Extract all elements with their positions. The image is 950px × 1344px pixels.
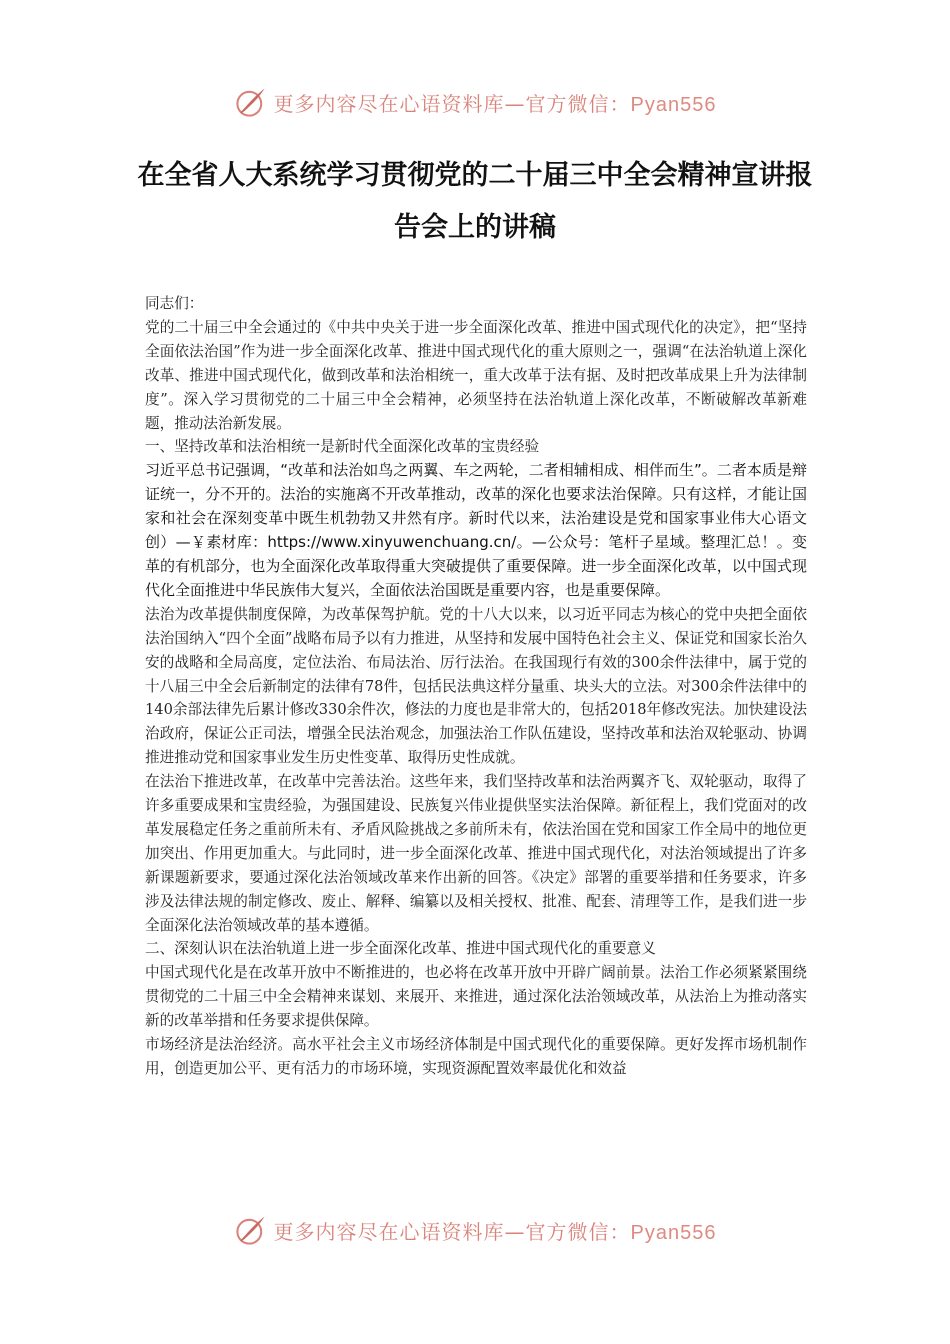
section-heading: 二、深刻认识在法治轨道上进一步全面深化改革、推进中国式现代化的重要意义 <box>145 940 656 958</box>
body-paragraph: 市场经济是法治经济。高水平社会主义市场经济体制是中国式现代化的重要保障。更好发挥市场机制作用，创造更加公平、更有活力的市场环境，实现资源配置效率最优化和效益 <box>145 1036 807 1077</box>
body-paragraph: 法治为改革提供制度保障，为改革保驾护航。党的十八大以来，以习近平同志为核心的党中央把全面依法治国纳入“四个全面”战略布局予以有力推进，从坚持和发展中国特色社会主义、保证党和国家长治久安的战略和全局高度，定位法治、布局法治、厉行法治。在我国现行有效的300余件法律中，属于党的十八届三中全会后新制定的法律有78件，包括民法典这样分量重、块头大的立法。对300余件法律中的140余部法律先后累计修改330余件次，修法的力度也是非常大的，包括2018年修改宪法。加快建设法治政府，保证公正司法，增强全民法治观念，加强法治工作队伍建设，坚持改革和法治双轮驱动、协调推进推动党和国家事业发生历史性变革、取得历史性成就。 <box>145 605 808 767</box>
document-body <box>145 292 807 1081</box>
quill-logo-icon <box>234 1213 268 1247</box>
body-paragraph: 中国式现代化是在改革开放中不断推进的，也必将在改革开放中开辟广阔前景。法治工作必须紧紧围绕贯彻党的二十届三中全会精神来谋划、来展开、来推进，通过深化法治领域改革，从法治上为推动落实新的改革举措和任务要求提供保障。 <box>145 964 807 1030</box>
section-heading: 一、坚持改革和法治相统一是新时代全面深化改革的宝贵经验 <box>145 438 540 456</box>
salutation: 同志们： <box>145 295 204 312</box>
watermark-text <box>274 88 717 117</box>
body-paragraph: 习近平总书记强调，“改革和法治如鸟之两翼、车之两轮，二者相辅相成、相伴而生”。二者本质是辩证统一，分不开的。法治的实施离不开改革推动，改革的深化也要求法治保障。只有这样，才能让国家和社会在深刻变革中既生机勃勃又井然有序。新时代以来，法治建设是党和国家事业伟大心语文创）—￥素材库：https://www.xinyuwenchuang.cn/。—公众号：笔杆子星域。整理汇总！。变革的有机部分，也为全面深化改革取得重大突破提供了重要保障。进一步全面深化改革，以中国式现代化全面推进中华民族伟大复兴，全面依法治国既是重要内容，也是重要保障。 <box>145 461 807 599</box>
body-paragraph: 党的二十届三中全会通过的《中共中央关于进一步全面深化改革、推进中国式现代化的决定》，把“坚持全面依法治国”作为进一步全面深化改革、推进中国式现代化的重大原则之一，强调“在法治轨道上深化改革、推进中国式现代化，做到改革和法治相统一，重大改革于法有据、及时把改革成果上升为法律制度”。深入学习贯彻党的二十届三中全会精神，必须坚持在法治轨道上深化改革，不断破解改革新难题，推动法治新发展。 <box>145 318 807 432</box>
quill-logo-icon <box>234 85 268 119</box>
body-paragraph: 在法治下推进改革，在改革中完善法治。这些年来，我们坚持改革和法治两翼齐飞、双轮驱动，取得了许多重要成果和宝贵经验，为强国建设、民族复兴伟业提供坚实法治保障。新征程上，我们党面对的改革发展稳定任务之重前所未有、矛盾风险挑战之多前所未有，依法治国在党和国家工作全局中的地位更加突出、作用更加重大。与此同时，进一步全面深化改革、推进中国式现代化，对法治领域提出了许多新课题新要求，要通过深化法治领域改革来作出新的回答。《决定》部署的重要举措和任务要求，许多涉及法律法规的制定修改、废止、解释、编纂以及相关授权、批准、配套、清理等工作，是我们进一步全面深化法治领域改革的基本遵循。 <box>145 773 807 934</box>
watermark-header <box>0 80 950 124</box>
watermark-label: 更多内容尽在心语资料库—官方微信： <box>273 1219 631 1244</box>
watermark-label: 更多内容尽在心语资料库—官方微信： <box>273 91 631 116</box>
watermark-text <box>274 1216 717 1245</box>
watermark-wechat-id: Pyan556 <box>630 93 717 116</box>
watermark-wechat-id: Pyan556 <box>630 1221 717 1244</box>
watermark-footer <box>0 1208 950 1252</box>
document-title: 在全省人大系统学习贯彻党的二十届三中全会精神宣讲报告会上的讲稿 <box>137 160 813 243</box>
